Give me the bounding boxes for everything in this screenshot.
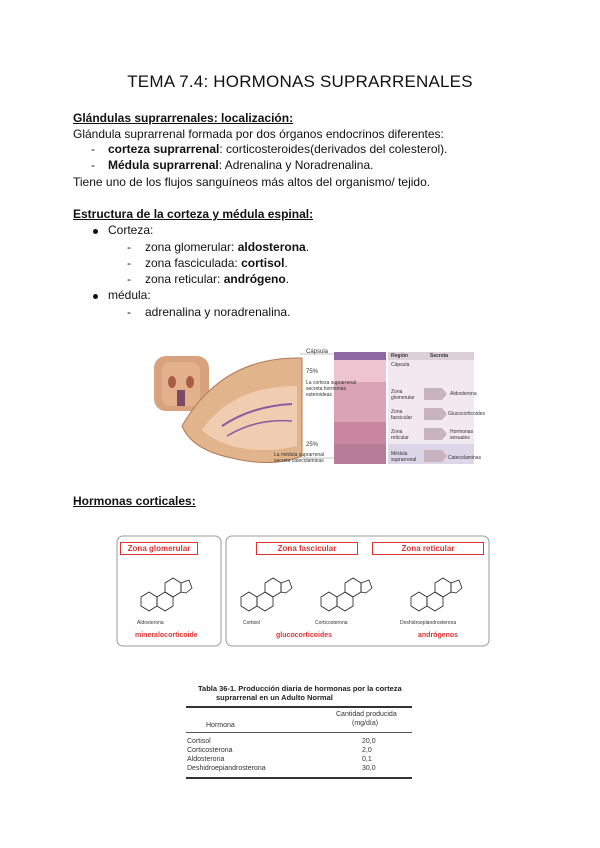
molecule-name: Deshidroepiandrosterona xyxy=(400,620,457,626)
table-row-value: 30,0 xyxy=(362,765,376,772)
table-caption-line2: suprarrenal en un Adulto Normal xyxy=(216,693,333,702)
table-row-hormone: Aldosterona xyxy=(187,756,225,763)
region-row-secreta: Glucocorticoides xyxy=(448,411,485,417)
section-heading-estructura: Estructura de la corteza y médula espinal: xyxy=(73,207,314,221)
dash-marker: - xyxy=(127,240,131,254)
region-table xyxy=(388,352,474,464)
zone-label-glomerular: Zona glomerular xyxy=(120,542,198,555)
table-row-value: 20,0 xyxy=(362,738,376,745)
region-row-secreta: Aldosterona xyxy=(450,391,477,397)
molecule-name: Corticosterona xyxy=(315,620,348,626)
region-row-label: Zona fascicular xyxy=(391,409,413,421)
zone-label-fascicular: Zona fascicular xyxy=(256,542,358,555)
dash-marker: - xyxy=(127,272,131,286)
table-row-value: 0,1 xyxy=(362,756,372,763)
list-item-corteza-label: Corteza: xyxy=(108,223,154,237)
region-row-label: Cápsula xyxy=(391,362,410,368)
sublist-item-reticular: zona reticular: andrógeno. xyxy=(145,272,290,286)
sublist-item-fasciculada: zona fasciculada: cortisol. xyxy=(145,256,288,270)
dash-marker: - xyxy=(127,305,131,319)
table-header-hormona: Hormona xyxy=(206,722,235,729)
region-row-label: Médula suprarrenal xyxy=(391,451,417,463)
list-item-corteza: corteza suprarrenal: corticosteroides(derivados del colesterol). xyxy=(108,142,448,156)
molecule-name: Aldosterona xyxy=(137,620,164,626)
intro-text: Glándula suprarrenal formada por dos órganos endocrinos diferentes: xyxy=(73,127,444,141)
list-item-medula-label: médula: xyxy=(108,288,151,302)
sublist-item-adrenalina: adrenalina y noradrenalina. xyxy=(145,305,291,319)
outro-text: Tiene uno de los flujos sanguíneos más altos del organismo/ tejido. xyxy=(73,175,431,189)
section-heading-localizacion: Glándulas suprarrenales: localización: xyxy=(73,111,294,125)
figure-label-capsula: Cápsula xyxy=(306,349,329,355)
section-heading-hormonas-corticales: Hormonas corticales: xyxy=(73,494,196,508)
table-top-rule xyxy=(186,706,412,708)
table-bottom-rule xyxy=(186,777,412,779)
figure-label-25pct: 25% xyxy=(306,442,319,448)
table-row-hormone: Deshidroepiandrosterona xyxy=(187,765,266,772)
dash-marker: - xyxy=(91,142,95,156)
figure-label-medula-note: La médula suprarrenal secreta catecolaminas xyxy=(274,452,325,464)
table-header-cantidad: Cantidad producida xyxy=(336,711,397,718)
bullet-marker xyxy=(93,294,98,299)
adrenal-anatomy-figure xyxy=(152,346,477,468)
figure-label-corteza-note: La corteza suprarrenal secreta hormonas esteroideas xyxy=(306,380,357,398)
table-header-secreta: Secreta xyxy=(430,353,449,359)
table-header-unit: (mg/día) xyxy=(352,720,379,727)
list-item-medula: Médula suprarrenal: Adrenalina y Noradrenalina. xyxy=(108,158,374,172)
region-row-secreta: Catecolaminas xyxy=(448,455,482,461)
histology-image xyxy=(334,352,386,464)
class-label-glucocorticoides: glucocorticoides xyxy=(276,632,333,639)
figure-label-75pct: 75% xyxy=(306,369,319,375)
table-row-hormone: Cortisol xyxy=(187,738,211,745)
page-title: TEMA 7.4: HORMONAS SUPRARRENALES xyxy=(127,72,473,91)
region-row-label: Zona glomerular xyxy=(391,389,415,401)
table-row-value: 2,0 xyxy=(362,747,372,754)
table-caption-line1: Tabla 36-1. Producción diaria de hormonas por la corteza xyxy=(198,684,402,693)
molecule-name: Cortisol xyxy=(243,620,260,626)
zone-label-reticular: Zona reticular xyxy=(372,542,484,555)
class-label-mineralocorticoide: mineralocorticoide xyxy=(135,632,198,639)
bullet-marker xyxy=(93,229,98,234)
table-header-region: Región xyxy=(391,353,408,359)
dash-marker: - xyxy=(91,158,95,172)
class-label-androgenos: andrógenos xyxy=(418,632,459,639)
region-row-label: Zona reticular xyxy=(391,429,409,441)
table-header-rule xyxy=(186,732,412,733)
dash-marker: - xyxy=(127,256,131,270)
table-row-hormone: Corticosterona xyxy=(187,747,233,754)
sublist-item-glomerular: zona glomerular: aldosterona. xyxy=(145,240,310,254)
region-row-secreta: Hormonas sexuales xyxy=(450,429,474,441)
